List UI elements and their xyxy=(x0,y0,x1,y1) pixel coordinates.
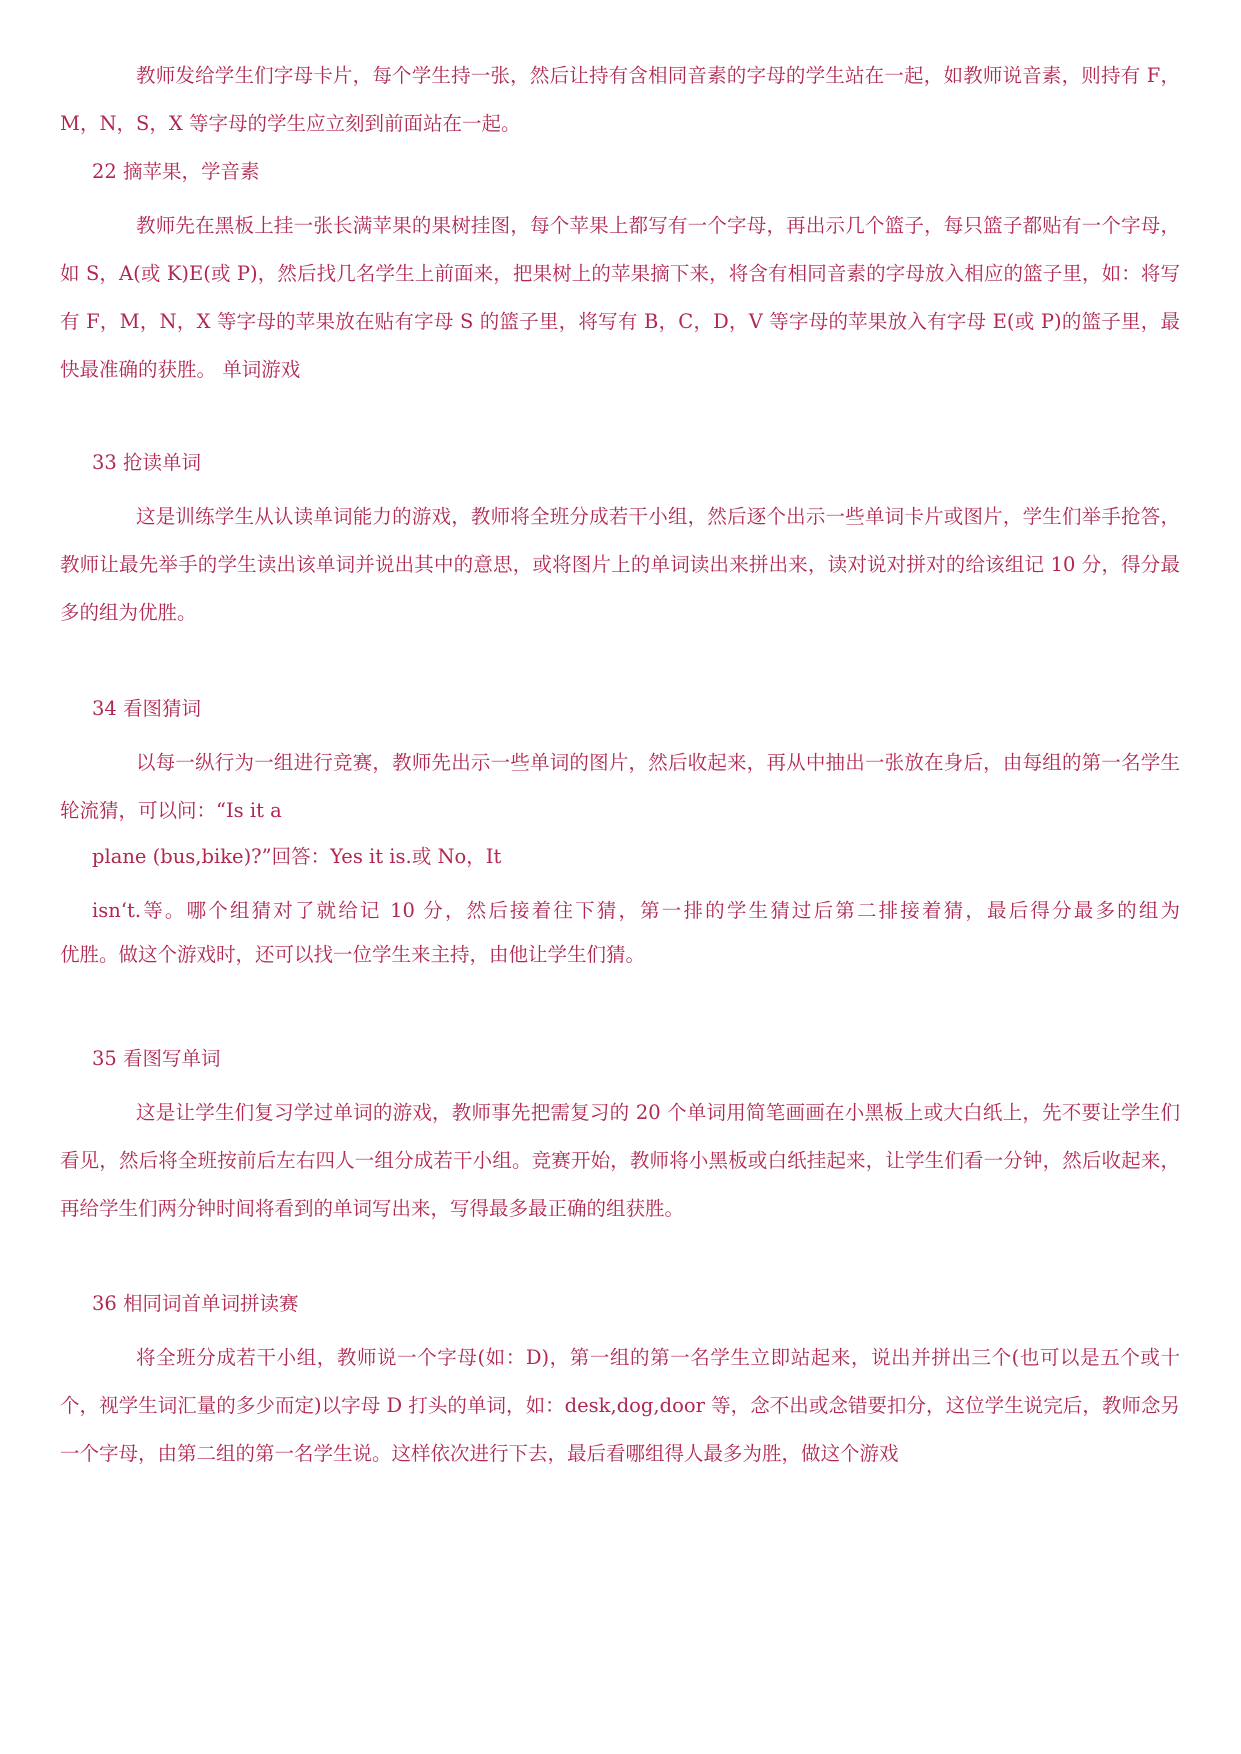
paragraph-36: 将全班分成若干小组，教师说一个字母(如：D)，第一组的第一名学生立即站起来，说出并拼出三个(也可以是五个或十个，视学生词汇量的多少而定)以字母 D 打头的单词，如：desk,dog,door 等，念不出或念错要扣分，这位学生说完后，教师念另一个字母，由第二组的第一名学生说。这样依次进行下去，最后看哪组得人最多为胜，做这个游戏 xyxy=(60,1346,1180,1465)
heading-33: 33 抢读单词 xyxy=(92,451,202,474)
heading-36: 36 相同词首单词拼读赛 xyxy=(92,1292,299,1315)
paragraph-intro: 教师发给学生们字母卡片，每个学生持一张，然后让持有含相同音素的字母的学生站在一起，如教师说音素，则持有 F，M，N，S，X 等字母的学生应立刻到前面站在一起。 xyxy=(60,64,1180,135)
paragraph-34c-line1: isn‘t.等。哪个组猜对了就给记 10 分，然后接着往下猜，第一排的学生猜过后第二排接着猜，最后得分最多的组为 xyxy=(92,899,1180,922)
paragraph-34a: 以每一纵行为一组进行竞赛，教师先出示一些单词的图片，然后收起来，再从中抽出一张放在身后，由每组的第一名学生轮流猜，可以问：“Is it a xyxy=(60,751,1180,822)
heading-34: 34 看图猜词 xyxy=(92,697,202,720)
paragraph-34b: plane (bus,bike)?”回答：Yes it is.或 No，It xyxy=(92,845,502,868)
paragraph-35: 这是让学生们复习学过单词的游戏，教师事先把需复习的 20 个单词用简笔画画在小黑板上或大白纸上，先不要让学生们看见，然后将全班按前后左右四人一组分成若干小组。竞赛开始，教师将小黑板或白纸挂起来，让学生们看一分钟，然后收起来，再给学生们两分钟时间将看到的单词写出来，写得最多最正确的组获胜。 xyxy=(60,1101,1180,1220)
heading-35: 35 看图写单词 xyxy=(92,1047,221,1070)
heading-22: 22 摘苹果，学音素 xyxy=(92,160,260,183)
paragraph-33: 这是训练学生从认读单词能力的游戏，教师将全班分成若干小组，然后逐个出示一些单词卡片或图片，学生们举手抢答，教师让最先举手的学生读出该单词并说出其中的意思，或将图片上的单词读出来拼出来，读对说对拼对的给该组记 10 分，得分最多的组为优胜。 xyxy=(60,505,1180,624)
paragraph-34c-line2: 优胜。做这个游戏时，还可以找一位学生来主持，由他让学生们猜。 xyxy=(60,943,646,966)
paragraph-22: 教师先在黑板上挂一张长满苹果的果树挂图，每个苹果上都写有一个字母，再出示几个篮子，每只篮子都贴有一个字母，如 S，A(或 K)E(或 P)，然后找几名学生上前面来，把果树上的苹果摘下来，将含有相同音素的字母放入相应的篮子里，如：将写有 F，M，N，X 等字母的苹果放在贴有字母 S 的篮子里，将写有 B，C，D，V 等字母的苹果放入有字母 E(或 P)的篮子里，最快最准确的获胜。 单词游戏 xyxy=(60,214,1180,381)
